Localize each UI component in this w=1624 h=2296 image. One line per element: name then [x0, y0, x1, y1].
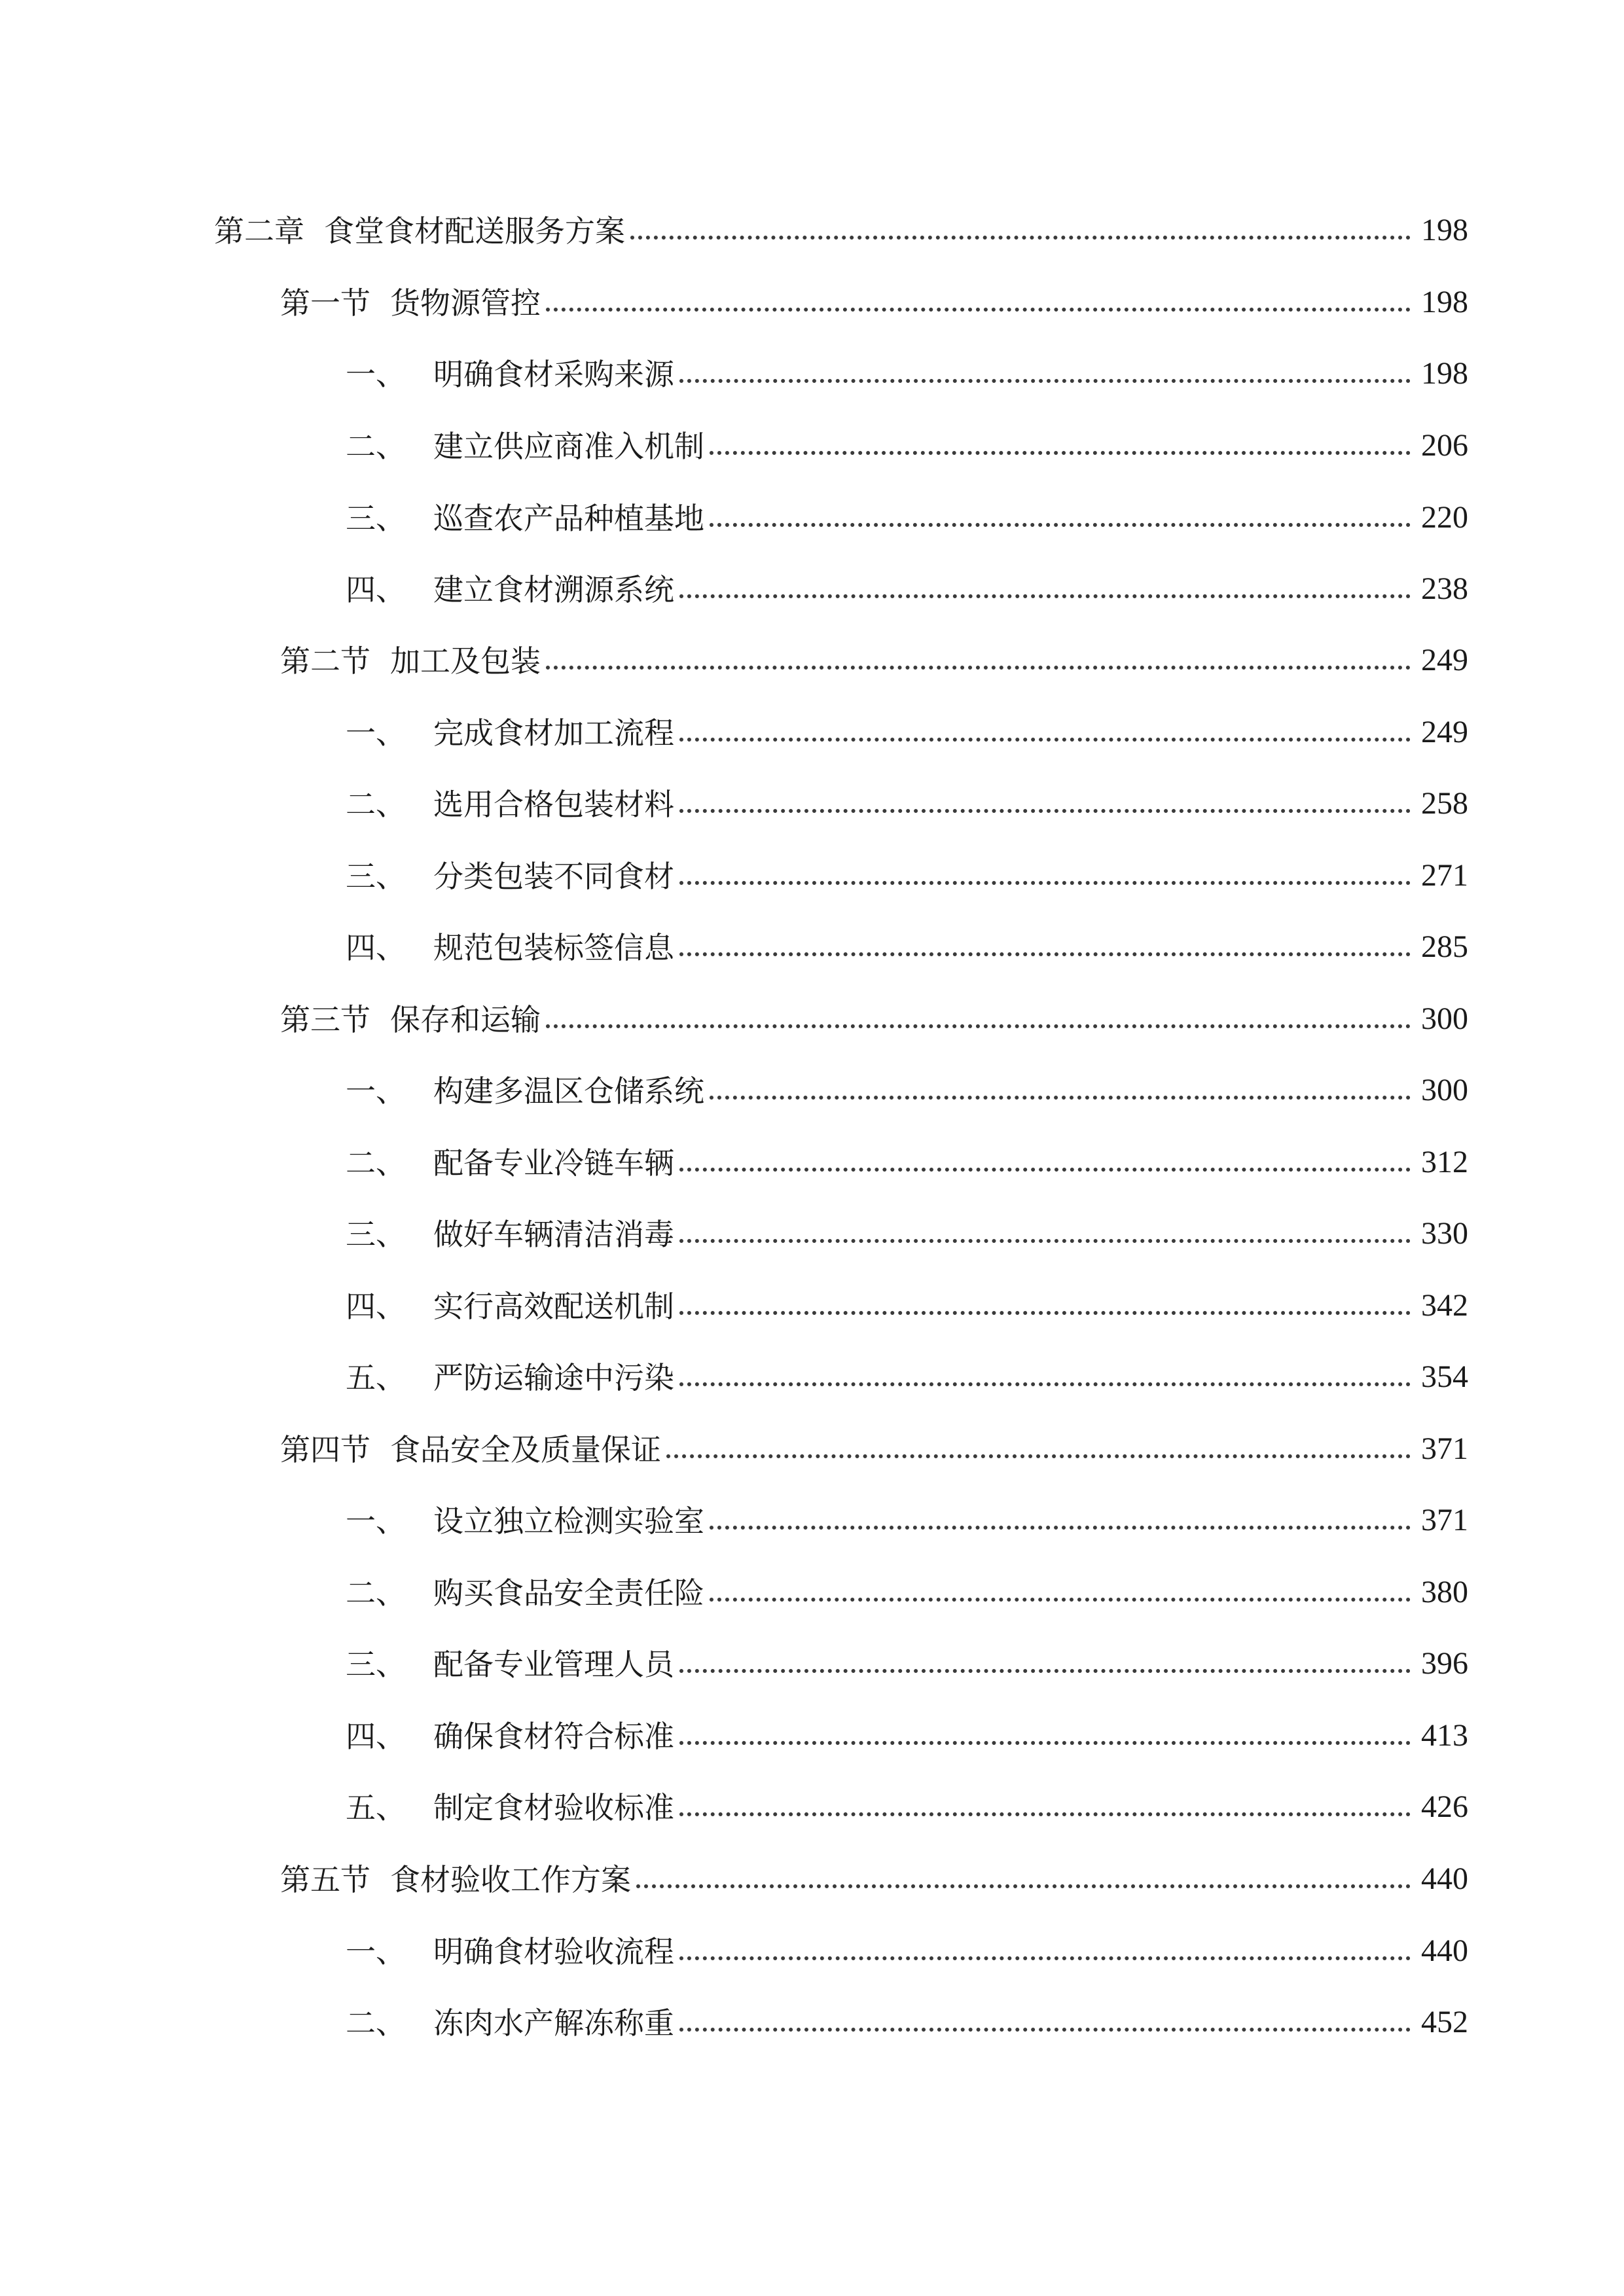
dot-leader: [710, 1526, 1411, 1530]
toc-entry-title: [280, 285, 546, 321]
toc-row-item: [0, 1627, 1624, 1682]
toc-entry-number: 五、: [346, 1360, 406, 1395]
toc-entry-page: 440: [1421, 1861, 1468, 1896]
toc-entry[interactable]: [346, 1484, 1468, 1539]
toc-entry-text: 配备专业冷链车辆: [433, 1145, 674, 1181]
toc-entry-number: 二、: [346, 787, 406, 822]
toc-row-item: [0, 337, 1624, 392]
dot-leader: [679, 952, 1411, 956]
toc-entry[interactable]: [346, 1914, 1468, 1967]
toc-row-item: [0, 1484, 1624, 1539]
toc-entry-number: 二、: [346, 429, 406, 464]
toc-entry-text: 做好车辆清洁消毒: [433, 1217, 674, 1252]
toc-entry-page: 249: [1421, 643, 1468, 677]
toc-entry-text: 食材验收工作方案: [390, 1862, 631, 1897]
toc-entry-text: 制定食材验收标准: [433, 1790, 674, 1825]
toc-entry-page: 198: [1421, 356, 1468, 391]
toc-entry-text: 实行高效配送机制: [433, 1289, 674, 1324]
dot-leader: [679, 1812, 1411, 1816]
toc-entry-page: 206: [1421, 428, 1468, 463]
toc-entry[interactable]: [346, 1986, 1468, 2041]
dot-leader: [710, 1598, 1411, 1602]
toc-entry-title: [280, 1432, 666, 1467]
toc-entry-page: 300: [1421, 1073, 1468, 1107]
toc-entry-page: 220: [1421, 500, 1468, 535]
toc-entry-title: [346, 1934, 679, 1969]
toc-entry-number: 第五节: [280, 1862, 370, 1897]
toc-entry[interactable]: [346, 1269, 1468, 1324]
toc-entry-number: 第一节: [280, 285, 370, 321]
toc-entry-page: 258: [1421, 786, 1468, 821]
toc-row-item: [0, 1126, 1624, 1181]
toc-entry-title: [280, 1862, 636, 1897]
toc-entry-text: 设立独立检测实验室: [433, 1503, 704, 1539]
toc-row-item: [0, 910, 1624, 963]
toc-entry[interactable]: [346, 1627, 1468, 1682]
toc-entry-title: [346, 572, 679, 607]
toc-row-item: [0, 1770, 1624, 1823]
toc-entry-page: 312: [1421, 1145, 1468, 1179]
dot-leader: [546, 1024, 1411, 1028]
toc-row-item: [0, 1556, 1624, 1611]
toc-entry-number: 三、: [346, 1217, 406, 1252]
toc-row-chapter-2: [0, 194, 1624, 249]
toc-entry-title: [346, 1289, 679, 1324]
toc-entry-number: 四、: [346, 572, 406, 607]
toc-entry-number: 四、: [346, 1719, 406, 1754]
toc-entry-title: [346, 1145, 679, 1181]
toc-entry-number: 四、: [346, 930, 406, 965]
toc-entry-text: 保存和运输: [390, 1002, 541, 1037]
toc-entry[interactable]: [280, 1412, 1468, 1465]
toc-entry-page: 440: [1421, 1933, 1468, 1968]
dot-leader: [630, 236, 1411, 240]
toc-entry-page: 342: [1421, 1288, 1468, 1323]
toc-entry-number: 五、: [346, 1790, 406, 1825]
toc-entry-text: 确保食材符合标准: [433, 1719, 674, 1754]
toc-entry-number: 第二章: [214, 213, 304, 249]
toc-entry-title: [346, 1217, 679, 1252]
toc-entry-text: 规范包装标签信息: [433, 930, 674, 965]
toc-entry-title: [346, 859, 679, 894]
toc-entry-text: 购买食品安全责任险: [433, 1575, 704, 1611]
toc-entry-number: 四、: [346, 1289, 406, 1324]
toc-entry-text: 严防运输途中污染: [433, 1360, 674, 1395]
toc-entry-title: [346, 2005, 679, 2041]
toc-entry-page: 300: [1421, 1001, 1468, 1036]
toc-entry-number: 二、: [346, 1145, 406, 1181]
toc-entry-page: 285: [1421, 929, 1468, 964]
toc-row-item: [0, 552, 1624, 605]
toc-entry-page: 330: [1421, 1216, 1468, 1251]
toc-entry-page: 371: [1421, 1503, 1468, 1537]
toc-row-section-1: [0, 266, 1624, 321]
dot-leader: [666, 1454, 1411, 1458]
toc-row-item: [0, 839, 1624, 894]
toc-entry-text: 明确食材采购来源: [433, 357, 674, 392]
dot-leader: [710, 523, 1411, 527]
toc-entry[interactable]: [346, 1126, 1468, 1181]
toc-entry-title: [346, 787, 679, 822]
toc-row-item: [0, 1197, 1624, 1252]
toc-entry[interactable]: [346, 1770, 1468, 1823]
toc-entry[interactable]: [346, 1054, 1468, 1109]
toc-entry[interactable]: [280, 982, 1468, 1035]
dot-leader: [679, 881, 1411, 885]
toc-entry-title: [346, 715, 679, 751]
toc-row-item: [0, 1269, 1624, 1324]
toc-entry-title: [346, 1073, 710, 1109]
toc-entry-page: 396: [1421, 1646, 1468, 1681]
toc-entry-number: 第三节: [280, 1002, 370, 1037]
toc-entry-number: 第二节: [280, 643, 370, 679]
toc-entry-title: [346, 1790, 679, 1825]
toc-entry[interactable]: [346, 1197, 1468, 1252]
toc-row-section-3: [0, 982, 1624, 1035]
dot-leader: [679, 809, 1411, 813]
toc-entry-text: 建立供应商准入机制: [433, 429, 704, 464]
toc-entry-number: 一、: [346, 1073, 406, 1109]
dot-leader: [679, 738, 1411, 742]
toc-entry-number: 一、: [346, 715, 406, 751]
toc-row-item: [0, 767, 1624, 822]
toc-entry-number: 一、: [346, 357, 406, 392]
dot-leader: [679, 1669, 1411, 1673]
dot-leader: [546, 666, 1411, 670]
toc-row-item: [0, 1340, 1624, 1393]
toc-row-item: [0, 481, 1624, 536]
toc-entry-title: [346, 429, 710, 464]
toc-entry[interactable]: [346, 337, 1468, 392]
toc-entry-text: 选用合格包装材料: [433, 787, 674, 822]
dot-leader: [546, 308, 1411, 312]
toc-entry[interactable]: [346, 910, 1468, 963]
toc-entry-text: 货物源管控: [390, 285, 541, 321]
toc-entry-page: 271: [1421, 858, 1468, 893]
toc-entry-text: 完成食材加工流程: [433, 715, 674, 751]
dot-leader: [679, 1956, 1411, 1960]
toc-entry-text: 食品安全及质量保证: [390, 1432, 661, 1467]
toc-entry[interactable]: [346, 552, 1468, 605]
toc-entry-text: 冻肉水产解冻称重: [433, 2005, 674, 2041]
toc-entry-text: 加工及包装: [390, 643, 541, 679]
toc-row-section-5: [0, 1842, 1624, 1895]
toc-entry-page: 354: [1421, 1359, 1468, 1394]
toc-entry-page: 198: [1421, 213, 1468, 247]
toc-row-item: [0, 1986, 1624, 2041]
toc-entry-title: [346, 1503, 710, 1539]
toc-row-section-2: [0, 624, 1624, 679]
toc-entry-title: [346, 930, 679, 965]
toc-entry-number: 三、: [346, 859, 406, 894]
toc-entry[interactable]: [346, 1699, 1468, 1754]
toc-entry[interactable]: [280, 1842, 1468, 1895]
toc-entry-text: 构建多温区仓储系统: [433, 1073, 704, 1109]
toc-entry-page: 380: [1421, 1575, 1468, 1609]
toc-entry[interactable]: [280, 624, 1468, 679]
toc-entry-number: 第四节: [280, 1432, 370, 1467]
dot-leader: [636, 1884, 1411, 1888]
toc-entry-title: [214, 213, 630, 249]
toc-entry-page: 452: [1421, 2005, 1468, 2039]
toc-row-item: [0, 696, 1624, 751]
toc-entry[interactable]: [346, 767, 1468, 822]
toc-entry-number: 三、: [346, 1647, 406, 1682]
dot-leader: [679, 1382, 1411, 1386]
toc-entry-title: [346, 1647, 679, 1682]
toc-entry[interactable]: [346, 1556, 1468, 1611]
toc-entry-number: 一、: [346, 1934, 406, 1969]
toc-entry-text: 配备专业管理人员: [433, 1647, 674, 1682]
toc-entry-title: [346, 501, 710, 536]
toc-entry-page: 413: [1421, 1718, 1468, 1753]
toc-entry[interactable]: [214, 194, 1468, 249]
toc-entry[interactable]: [280, 266, 1468, 321]
toc-entry-page: 371: [1421, 1431, 1468, 1466]
dot-leader: [679, 594, 1411, 598]
toc-entry-title: [280, 1002, 546, 1037]
toc-entry-page: 198: [1421, 285, 1468, 319]
toc-entry-title: [280, 643, 546, 679]
dot-leader: [679, 1741, 1411, 1745]
toc-entry[interactable]: [346, 1340, 1468, 1393]
toc-entry[interactable]: [346, 481, 1468, 536]
dot-leader: [679, 2028, 1411, 2032]
toc-row-item: [0, 1699, 1624, 1754]
toc-entry-page: 249: [1421, 715, 1468, 749]
toc-entry-text: 建立食材溯源系统: [433, 572, 674, 607]
toc-entry-text: 分类包装不同食材: [433, 859, 674, 894]
toc-entry-page: 238: [1421, 571, 1468, 606]
toc-entry-title: [346, 357, 679, 392]
toc-entry-page: 426: [1421, 1789, 1468, 1824]
toc-row-item: [0, 1054, 1624, 1109]
toc-entry-title: [346, 1360, 679, 1395]
toc-entry-number: 一、: [346, 1503, 406, 1539]
toc-entry-text: 明确食材验收流程: [433, 1934, 674, 1969]
toc-entry[interactable]: [346, 696, 1468, 751]
toc-entry[interactable]: [346, 839, 1468, 894]
dot-leader: [679, 1311, 1411, 1315]
toc-entry-title: [346, 1575, 710, 1611]
toc-row-item: [0, 1914, 1624, 1967]
toc-entry-number: 二、: [346, 1575, 406, 1611]
dot-leader: [679, 1168, 1411, 1172]
dot-leader: [679, 379, 1411, 383]
toc-row-item: [0, 409, 1624, 464]
toc-entry-text: 食堂食材配送服务方案: [324, 213, 625, 249]
toc-entry-number: 二、: [346, 2005, 406, 2041]
dot-leader: [710, 1096, 1411, 1100]
dot-leader: [710, 451, 1411, 455]
dot-leader: [679, 1239, 1411, 1243]
toc-entry-title: [346, 1719, 679, 1754]
toc-entry-number: 三、: [346, 501, 406, 536]
toc-entry-text: 巡查农产品种植基地: [433, 501, 704, 536]
toc-entry[interactable]: [346, 409, 1468, 464]
toc-row-section-4: [0, 1412, 1624, 1465]
